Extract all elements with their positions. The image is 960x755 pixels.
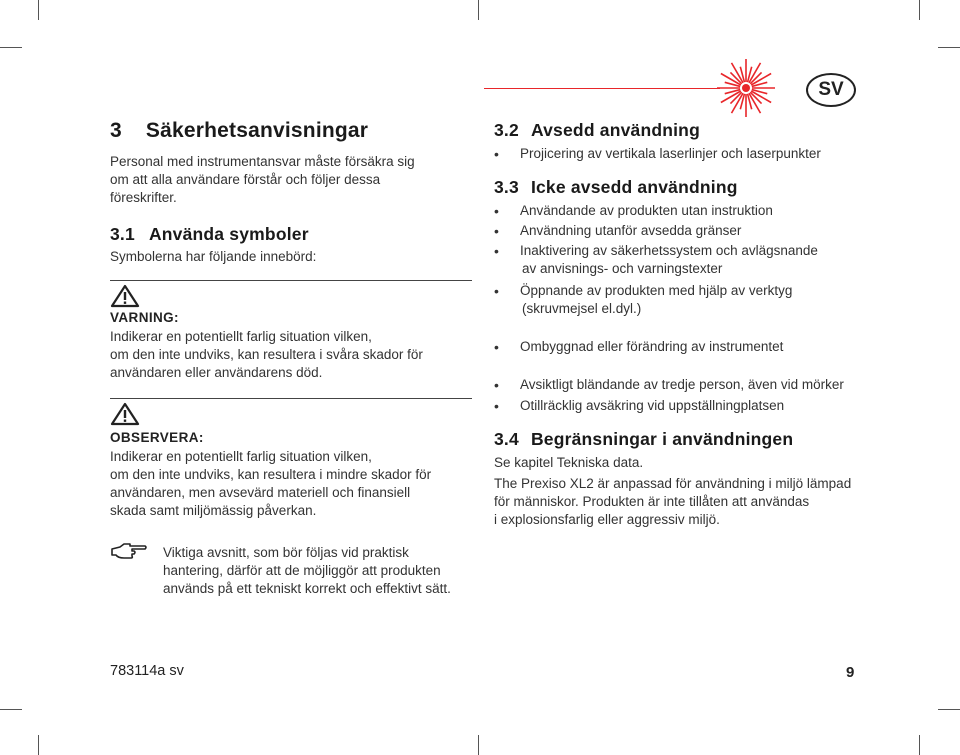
crop-mark — [938, 47, 960, 48]
crop-mark — [38, 735, 39, 755]
intended-use-list: • Projicering av vertikala laserlinjer och laserpunkter — [494, 146, 821, 162]
warning-triangle-icon — [110, 402, 140, 426]
section-3-1-heading — [110, 224, 309, 245]
section-title: Icke avsedd användning — [530, 177, 738, 197]
section-number: 3.2 — [494, 120, 519, 140]
caution-text: Indikerar en potentiellt farlig situation vilken, om den inte undviks, kan resultera i mindre skador för användaren, men avsevärd materiell och finansiell skada samt miljömässig påverkan. — [110, 449, 432, 518]
crop-mark — [0, 47, 22, 48]
warning-label: VARNING: — [110, 310, 179, 325]
crop-mark — [938, 709, 960, 710]
header-laser-line — [484, 88, 720, 89]
divider — [110, 398, 472, 399]
section-number: 3.4 — [494, 429, 519, 449]
limits-text-a: Se kapitel Tekniska data. — [494, 455, 644, 470]
section-3-2-heading — [494, 120, 700, 141]
section-title: Använda symboler — [148, 224, 309, 244]
crop-mark — [38, 0, 39, 20]
crop-mark — [919, 735, 920, 755]
caution-label: OBSERVERA: — [110, 430, 204, 445]
warning-text: Indikerar en potentiellt farlig situation vilken, om den inte undviks, kan resultera i svåra skador för användaren eller användarens död. — [110, 329, 423, 380]
warning-triangle-icon — [110, 284, 140, 308]
crop-mark — [0, 709, 22, 710]
section-3-intro: Personal med instrumentansvar måste försäkra sig om att alla användare förstår och följer dessa föreskrifter. — [110, 154, 415, 205]
crop-mark — [478, 0, 479, 20]
section-3-4-heading — [494, 429, 793, 450]
section-number: 3.3 — [494, 177, 519, 197]
limits-text-b: The Prexiso XL2 är anpassad för användning i miljö lämpad för människor. Produkten är inte tillåten att användas i explosionsfarlig eller aggressiv miljö. — [494, 476, 852, 527]
section-title: Säkerhetsanvisningar — [145, 119, 369, 142]
note-text: Viktiga avsnitt, som bör följas vid praktisk hantering, därför att de möjliggör att produkten används på ett tekniskt korrekt och effektivt sätt. — [163, 545, 451, 596]
page-number: 9 — [846, 664, 855, 681]
improper-use-list: • Användande av produkten utan instruktion • Användning utanför avsedda gränser • Inaktivering av säkerhetssystem och avlägsnande av anvisnings- och varningstexter • Öppnande av produkten med hjälp av verktyg (skruvmejsel el.dyl.) • Ombyggnad eller förändring av instrumentet • Avsiktligt bländande av tredje person, även vid mörker • Otillräcklig avsäkring vid uppställningplatsen — [494, 203, 844, 414]
section-3-heading — [110, 119, 368, 143]
pointing-hand-icon — [110, 541, 148, 561]
section-number: 3.1 — [110, 224, 135, 244]
crop-mark — [919, 0, 920, 20]
section-3-3-heading — [494, 177, 738, 198]
language-badge: SV — [806, 73, 856, 107]
section-title: Begränsningar i användningen — [530, 429, 794, 449]
section-title: Avsedd användning — [530, 120, 700, 140]
symbols-intro: Symbolerna har följande innebörd: — [110, 249, 317, 264]
laser-burst-icon — [715, 57, 777, 119]
divider — [110, 280, 472, 281]
section-number: 3 — [110, 119, 122, 142]
crop-mark — [478, 735, 479, 755]
document-id: 783114a sv — [110, 663, 184, 679]
